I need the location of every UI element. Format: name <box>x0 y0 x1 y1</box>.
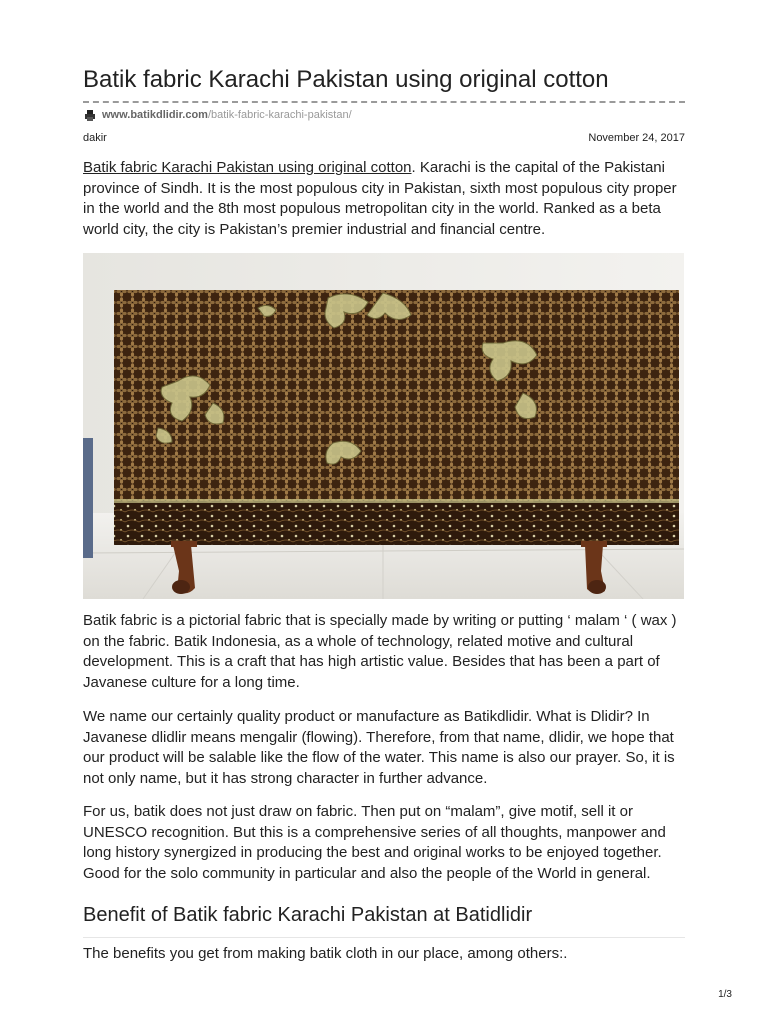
section-heading-divider <box>83 937 685 938</box>
paragraph-batikdlidir-name: We name our certainly quality product or manufacture as Batikdlidir. What is Dlidir? In Javanese dlidlir means mengalir (flowing). Therefore, from that name, dlidir, we hope that our product will be salable like the flow of the water. This name is also our prayer. So, it is not only name, but it has strong character in further advance. <box>83 708 675 788</box>
intro-paragraph <box>83 158 688 241</box>
section-paragraph: The benefits you get from making batik cloth in our place, among others:. <box>83 945 568 962</box>
batik-fabric-photo <box>83 253 684 599</box>
source-path: /batik-fabric-karachi-pakistan/ <box>207 109 352 121</box>
page-number: 1/3 <box>718 989 732 1000</box>
intro-text: . Karachi is the capital of the Pakistani province of Sindh. It is the most populous city in Pakistan, sixth most populous city proper in the world and the 8th most populous metropolitan city in the world. Ranked as a beta world city, the city is Pakistan’s premier industrial and financial centre. <box>83 159 677 239</box>
title-dashed-divider <box>83 101 685 103</box>
article-title: Batik fabric Karachi Pakistan using original cotton <box>83 66 609 93</box>
source-domain: www.batikdlidir.com <box>102 109 208 121</box>
section-heading: Benefit of Batik fabric Karachi Pakistan at Batidlidir <box>83 904 533 926</box>
title-link[interactable]: Batik fabric Karachi Pakistan using original cotton <box>83 159 412 176</box>
source-url[interactable] <box>83 107 352 123</box>
paragraph-batik-meaning: For us, batik does not just draw on fabric. Then put on “malam”, give motif, sell it or UNESCO recognition. But this is a comprehensive series of all thoughts, manpower and long history synergized in producing the best and original works to be enjoyed together. Good for the solo community in particular and also the people of the World in general. <box>83 803 666 883</box>
publish-date: November 24, 2017 <box>588 132 685 144</box>
batik-fabric-illustration <box>83 253 684 599</box>
author-name: dakir <box>83 132 107 144</box>
paragraph-batik-definition: Batik fabric is a pictorial fabric that is specially made by writing or putting ‘ malam ‘ ( wax ) on the fabric. Batik Indonesia, as a whole of technology, related motive and cultural development. This is a craft that has high artistic value. Besides that has been a part of Javanese culture for a long time. <box>83 612 677 692</box>
printer-favicon-icon <box>83 108 97 122</box>
